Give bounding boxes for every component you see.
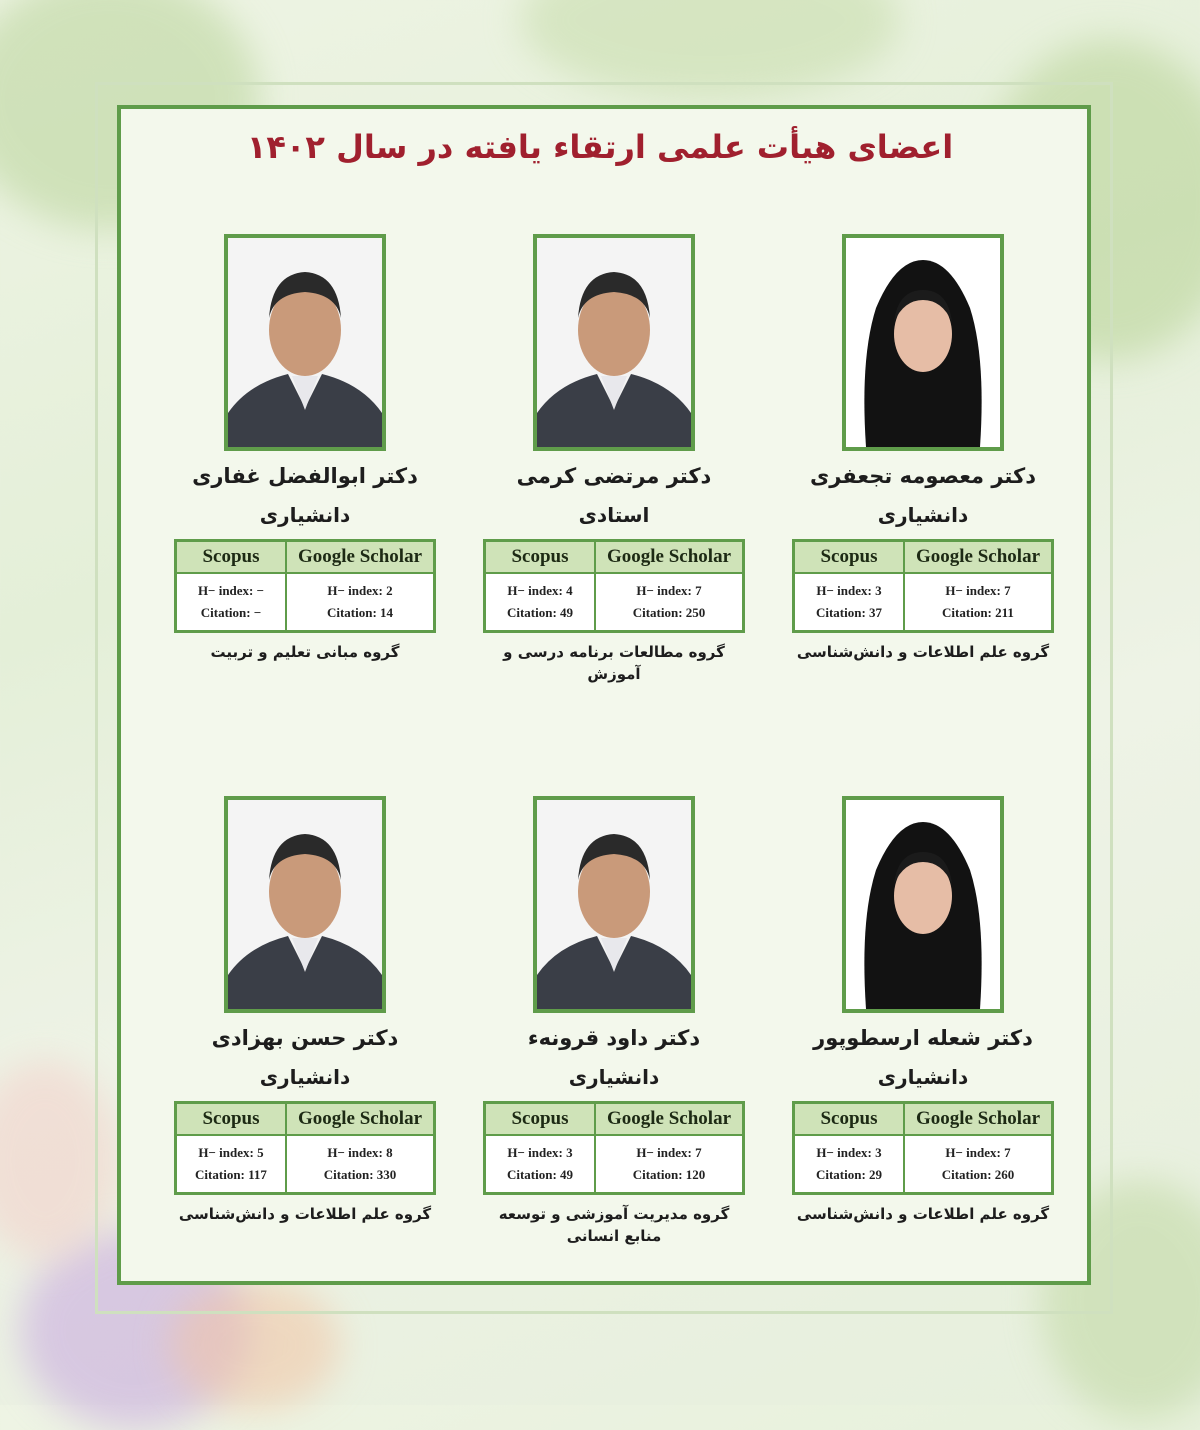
scopus-header: Scopus	[176, 1103, 287, 1136]
google-scholar-header: Google Scholar	[286, 541, 435, 574]
scopus-values: H− index: 3 Citation: 37	[794, 573, 905, 632]
metrics-table	[792, 539, 1054, 633]
google-values: H− index: 7 Citation: 120	[595, 1135, 744, 1194]
google-values: H− index: 8 Citation: 330	[286, 1135, 435, 1194]
scopus-header: Scopus	[485, 541, 596, 574]
scopus-header: Scopus	[794, 541, 905, 574]
scopus-values: H− index: 5 Citation: 117	[176, 1135, 287, 1194]
member-rank: استادی	[578, 503, 650, 527]
member-photo	[224, 796, 386, 1013]
member-card	[483, 234, 745, 685]
member-card	[792, 796, 1054, 1225]
google-values: H− index: 7 Citation: 211	[904, 573, 1053, 632]
metrics-table	[483, 1101, 745, 1195]
member-name: دکتر معصومه تجعفری	[810, 464, 1036, 488]
member-department: گروه مبانی تعلیم و تربیت	[210, 643, 400, 661]
member-card	[792, 234, 1054, 663]
member-rank: دانشیاری	[259, 503, 351, 527]
google-values: H− index: 7 Citation: 250	[595, 573, 744, 632]
page-title: اعضای هیأت علمی ارتقاء یافته در سال ۱۴۰۲	[246, 128, 954, 166]
member-photo	[533, 796, 695, 1013]
member-department: گروه علم اطلاعات و دانش‌شناسی	[796, 1205, 1050, 1223]
member-name: دکتر داود قرونه‌ء	[527, 1026, 701, 1050]
scopus-header: Scopus	[794, 1103, 905, 1136]
member-photo	[224, 234, 386, 451]
member-name: دکتر شعله ارسطوپور	[813, 1026, 1033, 1050]
google-scholar-header: Google Scholar	[904, 1103, 1053, 1136]
scopus-values: H− index: 4 Citation: 49	[485, 573, 596, 632]
google-scholar-header: Google Scholar	[286, 1103, 435, 1136]
member-department: گروه علم اطلاعات و دانش‌شناسی	[178, 1205, 432, 1223]
member-department: گروه مدیریت آموزشی و توسعه منابع انسانی	[498, 1205, 730, 1245]
google-values: H− index: 2 Citation: 14	[286, 573, 435, 632]
google-scholar-header: Google Scholar	[904, 541, 1053, 574]
scopus-values: H− index: 3 Citation: 49	[485, 1135, 596, 1194]
member-rank: دانشیاری	[568, 1065, 660, 1089]
member-rank: دانشیاری	[877, 1065, 969, 1089]
scopus-values: H− index: 3 Citation: 29	[794, 1135, 905, 1194]
scopus-header: Scopus	[176, 541, 287, 574]
member-rank: دانشیاری	[877, 503, 969, 527]
member-department: گروه مطالعات برنامه درسی و آموزش	[503, 643, 725, 683]
metrics-table	[792, 1101, 1054, 1195]
metrics-table	[174, 539, 436, 633]
member-card	[174, 234, 436, 663]
member-name: دکتر حسن بهزادی	[211, 1026, 399, 1050]
member-card	[483, 796, 745, 1247]
member-department: گروه علم اطلاعات و دانش‌شناسی	[796, 643, 1050, 661]
member-photo	[842, 796, 1004, 1013]
metrics-table	[174, 1101, 436, 1195]
scopus-values: H− index: − Citation: −	[176, 573, 287, 632]
member-card	[174, 796, 436, 1225]
member-photo	[533, 234, 695, 451]
google-scholar-header: Google Scholar	[595, 541, 744, 574]
scopus-header: Scopus	[485, 1103, 596, 1136]
member-photo	[842, 234, 1004, 451]
member-name: دکتر مرتضی کرمی	[516, 464, 712, 488]
google-values: H− index: 7 Citation: 260	[904, 1135, 1053, 1194]
google-scholar-header: Google Scholar	[595, 1103, 744, 1136]
metrics-table	[483, 539, 745, 633]
member-rank: دانشیاری	[259, 1065, 351, 1089]
member-name: دکتر ابوالفضل غفاری	[192, 464, 418, 488]
